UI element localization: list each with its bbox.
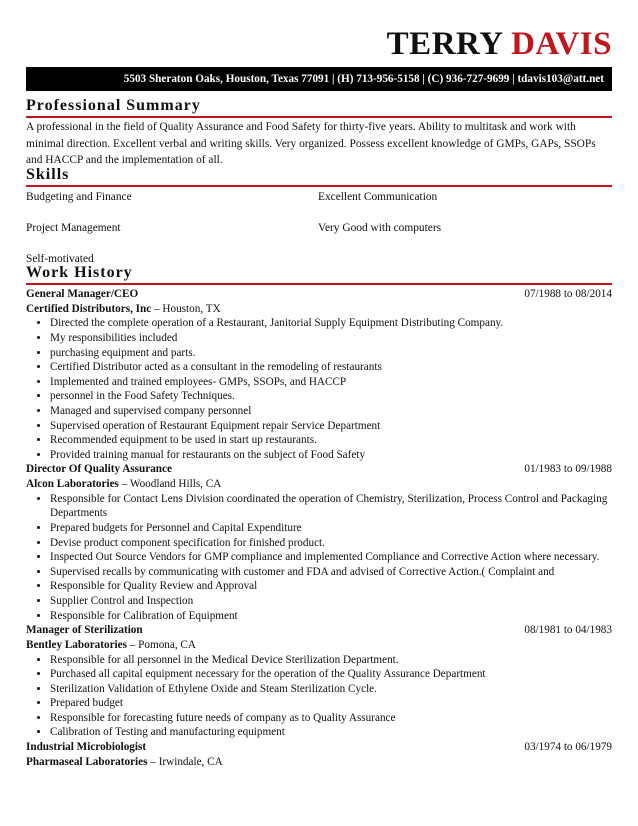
- duty-item: • Supervised operation of Restaurant Equipment repair Service Department: [50, 419, 612, 434]
- duty-item: • Purchased all capital equipment necessary for the operation of the Quality Assurance Department: [50, 667, 612, 682]
- work-history-title: Work History: [26, 264, 612, 285]
- job-entry: [26, 740, 612, 769]
- duty-item: • Supervised recalls by communicating with customer and FDA and advised of Corrective Action.( Complaint and: [50, 565, 612, 580]
- company-name: Bentley Laboratories: [26, 638, 127, 651]
- duty-item: • Sterilization Validation of Ethylene Oxide and Steam Sterilization Cycle.: [50, 682, 612, 697]
- job-company: [26, 638, 612, 653]
- duty-item: • Responsible for Contact Lens Division coordinated the operation of Chemistry, Sterilization, Process Control and Packaging Departments: [50, 492, 612, 521]
- job-duties: [26, 316, 612, 462]
- skill-item: Self-motivated: [26, 253, 94, 265]
- duty-item: • My responsibilities included: [50, 331, 612, 346]
- skill-item: Excellent Communication: [318, 191, 438, 203]
- job-entry: [26, 623, 612, 740]
- duty-item: • Responsible for forecasting future needs of company as to Quality Assurance: [50, 711, 612, 726]
- job-header: [26, 287, 612, 302]
- work-history-section: [26, 264, 612, 769]
- summary-text: A professional in the field of Quality Assurance and Food Safety for thirty-five years. Ability to multitask and work with minimal direction. Excellent verbal and writing skills. Very organized. Possess excellent knowledge of GMPs, GAPs, SSOPs and HACCP and the implementation of all.: [26, 121, 596, 166]
- skill-item: Very Good with computers: [318, 222, 442, 234]
- skill-item: Project Management: [26, 222, 121, 234]
- job-title: General Manager/CEO: [26, 288, 139, 300]
- duty-item: • purchasing equipment and parts.: [50, 346, 612, 361]
- company-location: – Irwindale, CA: [147, 755, 223, 768]
- duty-item: • Provided training manual for restaurants on the subject of Food Safety: [50, 448, 612, 463]
- company-location: – Pomona, CA: [126, 638, 196, 651]
- job-title: Director Of Quality Assurance: [26, 463, 172, 476]
- job-duties: [26, 653, 612, 741]
- job-header: [26, 462, 612, 477]
- candidate-name: [387, 24, 612, 64]
- duty-item: • Supplier Control and Inspection: [50, 594, 612, 609]
- job-header: [26, 623, 612, 638]
- company-name: Alcon Laboratories: [26, 478, 119, 491]
- contact-bar: 5503 Sheraton Oaks, Houston, Texas 77091 | (H) 713-956-5158 | (C) 936-727-9699 | tdavis103@att.net: [26, 67, 612, 91]
- duty-item: • Certified Distributor acted as a consultant in the remodeling of restaurants: [50, 360, 612, 375]
- duty-item: • Inspected Out Source Vendors for GMP compliance and implemented Compliance and Corrective Action where necessary.: [50, 550, 612, 565]
- duty-item: • Devise product component specification for finished product.: [50, 536, 612, 551]
- skills-title: Skills: [26, 166, 612, 187]
- summary-title: Professional Summary: [26, 97, 612, 118]
- job-title: Industrial Microbiologist: [26, 741, 147, 754]
- company-name: Pharmaseal Laboratories: [26, 755, 148, 768]
- duty-item: • Prepared budgets for Personnel and Capital Expenditure: [50, 521, 612, 536]
- duty-item: • Directed the complete operation of a Restaurant, Janitorial Supply Equipment Distributing Company.: [50, 316, 612, 331]
- job-company: [26, 477, 612, 492]
- job-duties: [26, 492, 612, 623]
- summary-section: [26, 97, 612, 169]
- job-header: [26, 740, 612, 755]
- duty-item: • Prepared budget: [50, 696, 612, 711]
- skills-section: [26, 166, 612, 280]
- duty-item: • Calibration of Testing and manufacturing equipment: [50, 725, 612, 740]
- duty-item: • Managed and supervised company personnel: [50, 404, 612, 419]
- job-entry: [26, 462, 612, 623]
- company-location: – Woodland Hills, CA: [118, 478, 222, 491]
- job-company: [26, 755, 612, 770]
- company-location: – Houston, TX: [151, 302, 221, 315]
- job-title: Manager of Sterilization: [26, 624, 143, 637]
- first-name: TERRY: [386, 26, 503, 62]
- job-dates: 01/1983 to 09/1988: [524, 463, 612, 476]
- job-entry: [26, 287, 612, 462]
- last-name: DAVIS: [511, 26, 612, 62]
- duty-item: • personnel in the Food Safety Techniques.: [50, 389, 612, 404]
- duty-item: • Responsible for Calibration of Equipment: [50, 609, 612, 624]
- job-company: [26, 302, 612, 317]
- job-dates: 07/1988 to 08/2014: [524, 288, 612, 300]
- company-name: Certified Distributors, Inc: [26, 302, 152, 315]
- job-dates: 08/1981 to 04/1983: [524, 624, 612, 637]
- duty-item: • Responsible for Quality Review and Approval: [50, 579, 612, 594]
- job-list: [26, 287, 612, 769]
- skill-item: Budgeting and Finance: [26, 191, 132, 203]
- job-dates: 03/1974 to 06/1979: [524, 741, 612, 754]
- duty-item: • Responsible for all personnel in the Medical Device Sterilization Department.: [50, 653, 612, 668]
- duty-item: • Recommended equipment to be used in start up restaurants.: [50, 433, 612, 448]
- duty-item: • Implemented and trained employees- GMPs, SSOPs, and HACCP: [50, 375, 612, 390]
